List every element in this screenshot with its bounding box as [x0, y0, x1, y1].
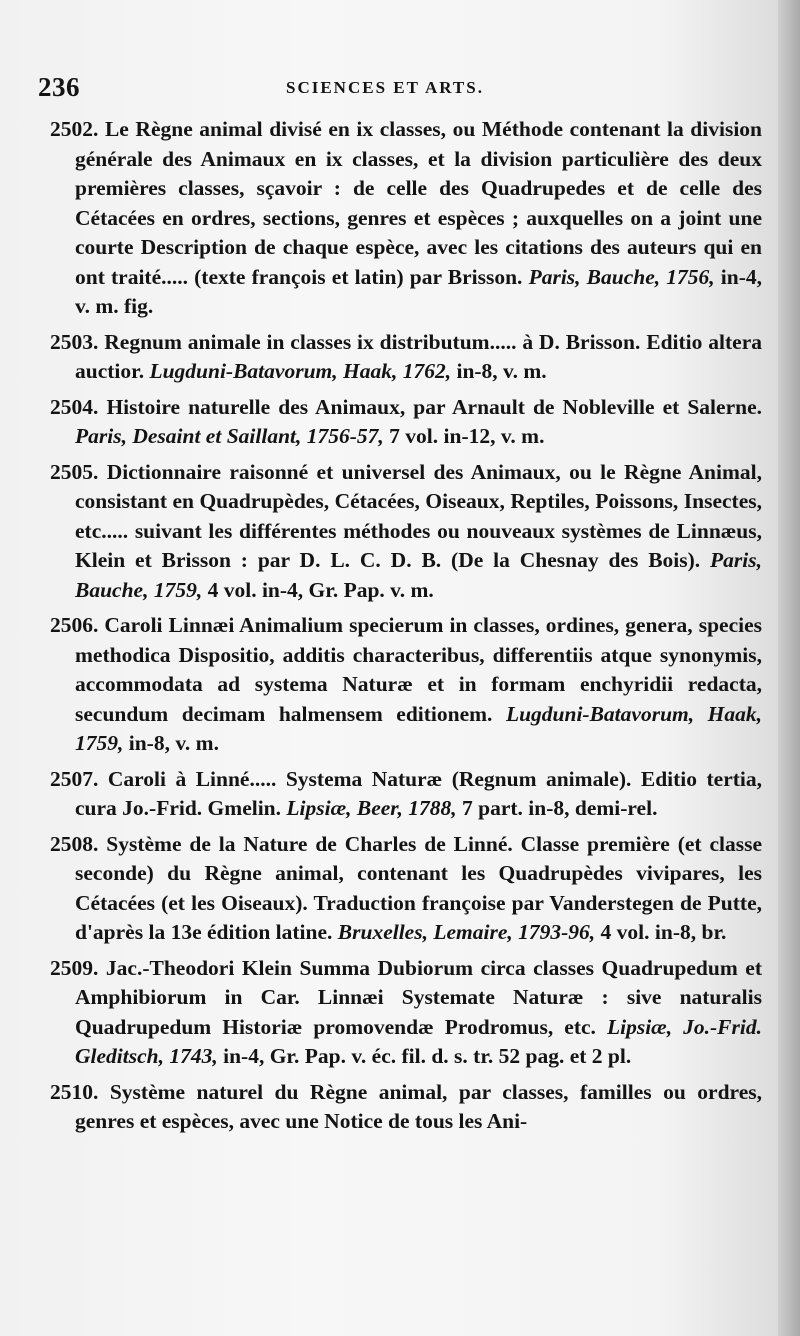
entry-imprint: Bruxelles, Lemaire, 1793-96, [337, 920, 596, 944]
entry-number: 2507. [50, 766, 99, 791]
running-head: SCIENCES ET ARTS. [286, 78, 484, 97]
entry-format: in-4, v. m. fig. [75, 264, 763, 318]
page-edge [778, 0, 800, 1336]
entry-format: 7 part. in-8, demi-rel. [456, 796, 658, 820]
catalogue-entry-2506 [50, 611, 762, 759]
entry-imprint: Lipsiæ, Jo.-Frid. Gleditsch, 1743, [75, 1014, 762, 1068]
entry-text: Dictionnaire raisonné et universel des Animaux, ou le Règne Animal, consistant en Quadrupèdes, Cétacées, Oiseaux, Reptiles, Poissons, Insectes, etc..... suivant les différentes méthodes ou nouveaux systèmes de Linnæus, Klein et Brisson : par D. L. C. D. B. (De la Chesnay des Bois). [75, 459, 762, 572]
catalogue-entry-2502 [50, 115, 762, 322]
entry-format: 7 vol. in-12, v. m. [383, 424, 545, 448]
entry-number: 2505. [50, 459, 99, 484]
page-header [38, 72, 758, 112]
entry-number: 2504. [50, 394, 99, 419]
entry-text: Histoire naturelle des Animaux, par Arnault de Nobleville et Salerne. [98, 394, 762, 419]
entry-text: Caroli Linnæi Animalium specierum in classes, ordines, genera, species methodica Dispositio, additis characteribus, differentiis atque synonymis, accommodata ad systema Naturæ et in formam enchyridii redacta, secundum decimam halmensem editionem. [75, 613, 762, 726]
entry-imprint: Lipsiæ, Beer, 1788, [286, 796, 457, 820]
entry-number: 2508. [50, 831, 99, 856]
entry-text: Système de la Nature de Charles de Linné. Classe première (et classe seconde) du Règne animal, contenant les Quadrupèdes vivipares, les Cétacées (et les Oiseaux). Traduction françoise par Vanderstegen de Putte, d'après la 13e édition latine. [75, 831, 762, 944]
entry-imprint: Lugduni-Batavorum, Haak, 1762, [149, 359, 452, 383]
entry-imprint: Lugduni-Batavorum, Haak, 1759, [75, 701, 762, 755]
entry-number: 2502. [50, 117, 99, 141]
catalogue-entries [50, 115, 762, 1143]
entry-number: 2506. [50, 613, 99, 637]
entry-number: 2509. [50, 955, 99, 980]
catalogue-entry-2510 [50, 1078, 762, 1137]
entry-format: in-8, v. m. [123, 731, 219, 755]
entry-text: Jac.-Theodori Klein Summa Dubiorum circa classes Quadrupedum et Amphibiorum in Car. Linnæi Systemate Naturæ : sive naturalis Quadrupedum Historiæ promovendæ Prodromus, etc. [75, 955, 762, 1039]
entry-text: Système naturel du Règne animal, par classes, familles ou ordres, genres et espèces, avec une Notice de tous les Ani- [75, 1079, 762, 1133]
entry-imprint: Paris, Bauche, 1756, [528, 264, 715, 289]
catalogue-entry-2509 [50, 954, 762, 1072]
entry-imprint: Paris, Bauche, 1759, [75, 548, 762, 602]
entry-format: 4 vol. in-8, br. [595, 920, 727, 944]
entry-text: Regnum animale in classes ix distributum..... à D. Brisson. Editio altera auctior. [75, 329, 762, 383]
catalogue-entry-2508 [50, 830, 762, 948]
entry-format: 4 vol. in-4, Gr. Pap. v. m. [202, 577, 434, 602]
entry-text: Caroli à Linné..... Systema Naturæ (Regnum animale). Editio tertia, cura Jo.-Frid. Gmelin. [75, 766, 762, 820]
catalogue-entry-2503 [50, 328, 762, 387]
entry-number: 2510. [50, 1079, 99, 1104]
page-number: 236 [38, 72, 80, 102]
catalogue-entry-2505 [50, 458, 762, 606]
entry-number: 2503. [50, 329, 99, 354]
entry-format: in-4, Gr. Pap. v. éc. fil. d. s. tr. 52 pag. et 2 pl. [217, 1044, 632, 1068]
entry-text: Le Règne animal divisé en ix classes, ou Méthode contenant la division générale des Animaux en ix classes, et la division particulière des deux premières classes, sçavoir : de celle des Quadrupedes et de celle des Cétacées en ordres, sections, genres et espèces ; auxquelles on a joint une courte Description de chaque espèce, avec les citations des auteurs qui en ont traité..... (texte françois et latin) par Brisson. [75, 117, 762, 289]
catalogue-entry-2507 [50, 765, 762, 824]
entry-imprint: Paris, Desaint et Saillant, 1756-57, [75, 424, 384, 448]
catalogue-entry-2504 [50, 393, 762, 452]
entry-format: in-8, v. m. [451, 359, 547, 383]
